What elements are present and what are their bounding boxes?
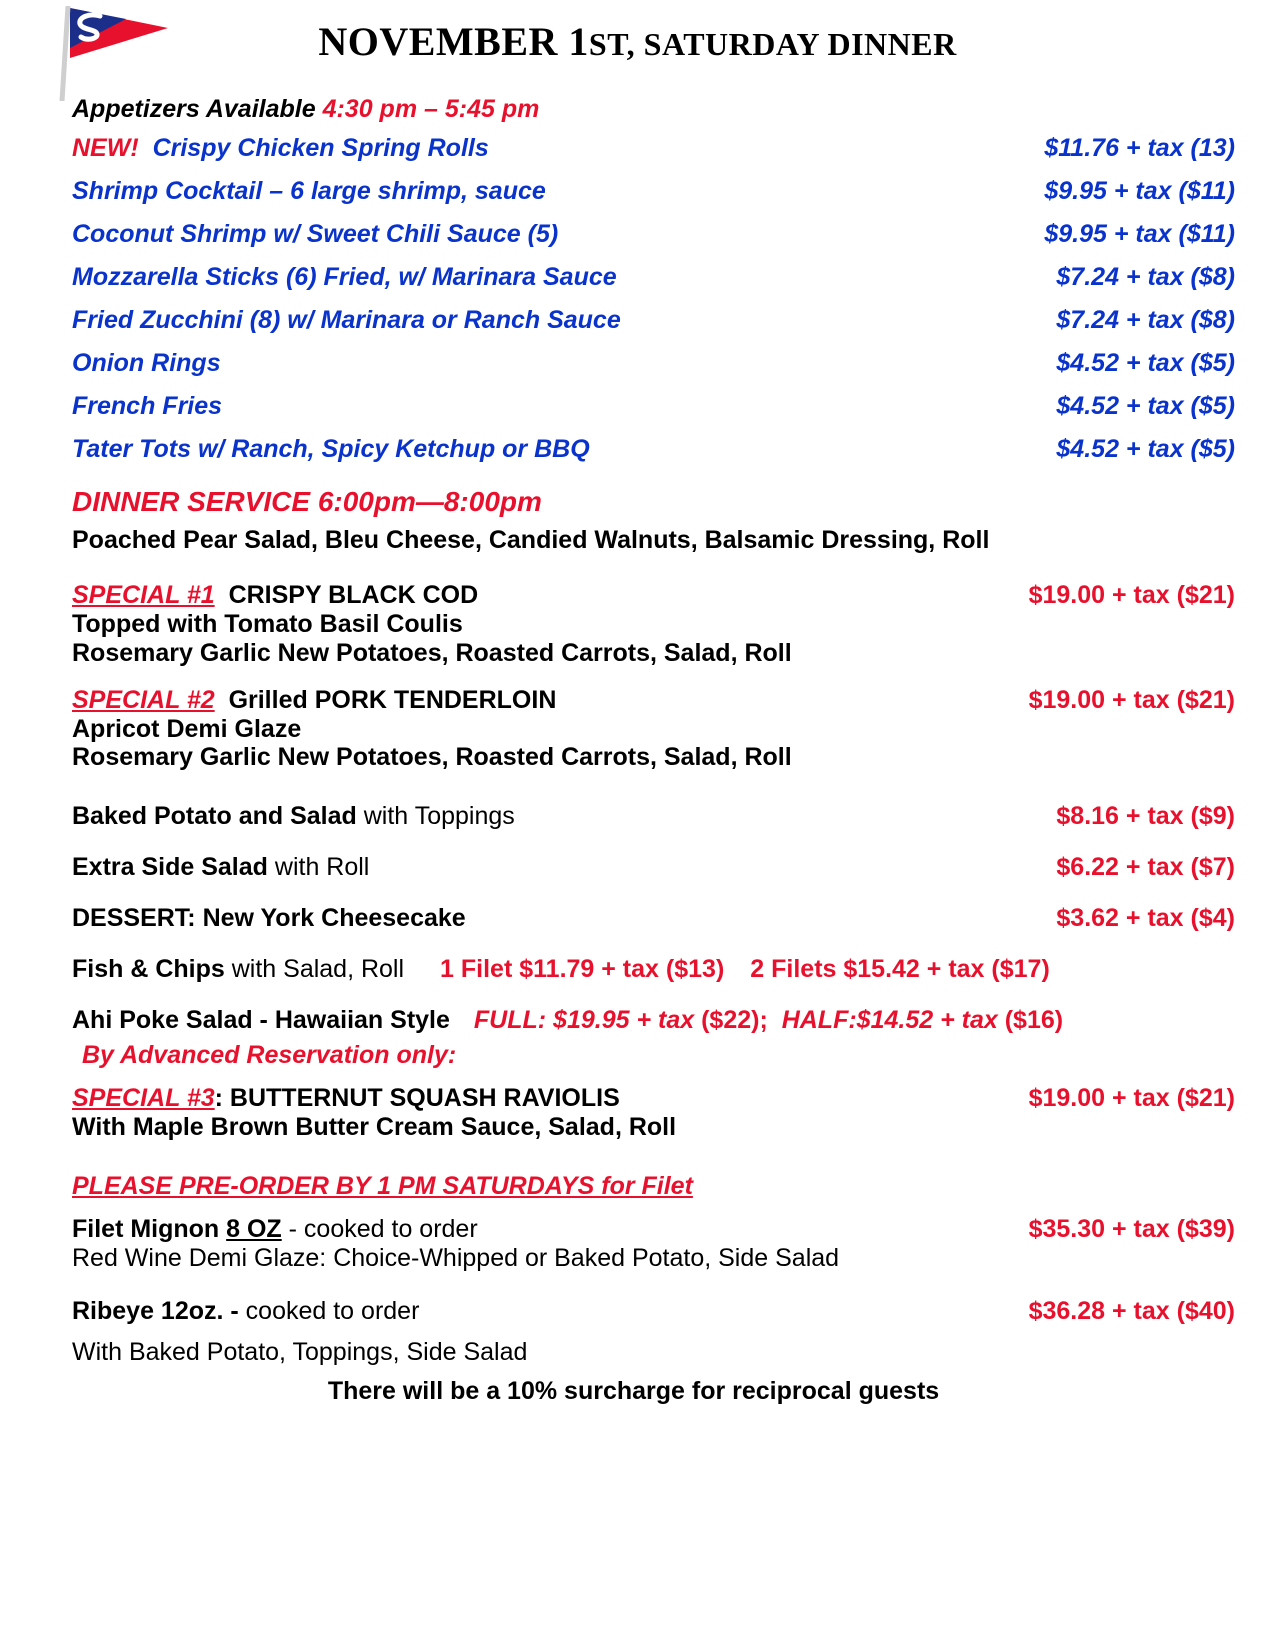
dessert-item-price-paren: ($4) <box>1190 904 1235 932</box>
appetizer-label: Crispy Chicken Spring Rolls <box>152 134 489 162</box>
side-item-name-bold: Baked Potato and Salad <box>72 802 357 830</box>
appetizer-price: $9.95 + tax ($11) <box>1044 177 1235 205</box>
special-2-label: SPECIAL #2 <box>72 685 215 714</box>
appetizer-row <box>72 392 1235 421</box>
appetizer-price: $4.52 + tax ($5) <box>1056 349 1235 377</box>
special-2-block <box>72 686 1235 773</box>
appetizer-label: French Fries <box>72 392 223 420</box>
appetizer-label: Coconut Shrimp w/ Sweet Chili Sauce (5) <box>72 220 559 248</box>
special-3-price-paren: $21) <box>1184 1084 1235 1112</box>
special-3-heading <box>72 1084 620 1113</box>
page-header <box>0 0 1275 95</box>
special-2-price <box>1029 686 1235 715</box>
side-item-price-paren: ($7) <box>1190 853 1235 881</box>
special-1-heading <box>72 581 478 610</box>
special-1-sub-2: Rosemary Garlic New Potatoes, Roasted Carrots, Salad, Roll <box>72 638 792 667</box>
filet-mignon-name-rest: - cooked to order <box>281 1214 478 1243</box>
appetizer-label: Mozzarella Sticks (6) Fried, w/ Marinara Sauce <box>72 263 617 291</box>
appetizers-heading-time: 4:30 pm – 5:45 pm <box>322 95 540 123</box>
page-title-main: NOVEMBER 1 <box>318 19 589 64</box>
dessert-item-price-main: $3.62 + tax <box>1056 904 1184 932</box>
ahi-poke-row <box>72 1006 1235 1035</box>
appetizer-price: $4.52 + tax ($5) <box>1056 392 1235 420</box>
appetizer-row <box>72 435 1235 464</box>
special-2-sub-2: Rosemary Garlic New Potatoes, Roasted Carrots, Salad, Roll <box>72 743 792 772</box>
special-2-price-main: $19.00 + tax <box>1028 685 1170 714</box>
dessert-item-price <box>1056 904 1235 933</box>
appetizer-price: $9.95 + tax ($11) <box>1044 220 1235 248</box>
appetizer-row <box>72 306 1235 335</box>
dinner-service-heading: DINNER SERVICE 6:00pm—8:00pm <box>72 486 542 517</box>
ahi-poke-prices <box>474 1006 1063 1035</box>
page-title <box>0 18 1275 65</box>
ribeye-price-paren: ($40) <box>1176 1296 1235 1325</box>
appetizer-badge-new: NEW! <box>72 134 139 162</box>
appetizer-label: Onion Rings <box>72 349 221 377</box>
dessert-item-name-bold: DESSERT: New York Cheesecake <box>72 904 466 932</box>
fish-option-1-price: 1 Filet $11.79 + tax <box>440 955 659 983</box>
special-1-price-paren: ($21) <box>1176 581 1235 609</box>
appetizer-label: Fried Zucchini (8) w/ Marinara or Ranch Sauce <box>72 306 621 334</box>
filet-mignon-price-paren: ($39) <box>1176 1214 1235 1243</box>
side-item-name <box>72 853 369 882</box>
special-1-price <box>1029 581 1235 610</box>
special-3-sub-1: With Maple Brown Butter Cream Sauce, Salad, Roll <box>72 1113 677 1141</box>
menu-content <box>0 95 1275 1406</box>
dessert-item-row <box>72 904 1235 933</box>
appetizer-row <box>72 134 1235 163</box>
special-1-title-row <box>72 581 1235 610</box>
special-3-price <box>1029 1084 1235 1113</box>
fish-and-chips-label-rest: with Salad, Roll <box>224 955 405 983</box>
special-3-title-row <box>72 1084 1235 1113</box>
dessert-item-name <box>72 904 466 933</box>
filet-mignon-price <box>1029 1215 1235 1244</box>
ribeye-name <box>72 1297 419 1326</box>
ahi-poke-half-paren: ($16) <box>1004 1006 1064 1034</box>
ribeye-name-bold: Ribeye 12oz. - <box>72 1296 239 1325</box>
fish-option-2-price: 2 Filets $15.42 + tax <box>750 955 985 983</box>
ribeye-row <box>72 1297 1235 1326</box>
appetizer-row <box>72 263 1235 292</box>
appetizer-row <box>72 177 1235 206</box>
special-1-label: SPECIAL #1 <box>72 581 215 609</box>
filet-mignon-name-bold: Filet Mignon <box>72 1214 227 1243</box>
ribeye-price <box>1029 1297 1235 1326</box>
fish-option-1-paren: ($13) <box>665 955 725 983</box>
filet-mignon-name <box>72 1215 478 1244</box>
appetizer-row <box>72 349 1235 378</box>
side-item-name <box>72 802 515 831</box>
side-item-price-main: $6.22 + tax <box>1056 853 1184 881</box>
special-1-price-main: $19.00 + tax <box>1028 581 1170 609</box>
included-salad-line: Poached Pear Salad, Bleu Cheese, Candied Walnuts, Balsamic Dressing, Roll <box>72 526 990 554</box>
side-item-name-rest: with Roll <box>267 853 370 881</box>
appetizer-price: $7.24 + tax ($8) <box>1056 263 1235 291</box>
special-1-sub-1: Topped with Tomato Basil Coulis <box>72 610 463 638</box>
appetizer-price: $4.52 + tax ($5) <box>1056 435 1235 463</box>
side-item-row <box>72 802 1235 831</box>
appetizer-name <box>72 134 489 163</box>
fish-and-chips-prices <box>440 955 1050 984</box>
special-2-price-paren: ($21) <box>1176 685 1235 714</box>
fish-and-chips-label <box>72 955 404 984</box>
page-title-rest: ST, SATURDAY DINNER <box>588 26 957 62</box>
appetizer-label: Shrimp Cocktail – 6 large shrimp, sauce <box>72 177 546 205</box>
surcharge-note: There will be a 10% surcharge for reciprocal guests <box>327 1376 940 1405</box>
special-1-block <box>72 581 1235 668</box>
ahi-poke-half-price: HALF:$14.52 + tax <box>781 1006 998 1034</box>
preorder-heading: PLEASE PRE-ORDER BY 1 PM SATURDAYS for Filet <box>72 1171 693 1200</box>
appetizers-heading <box>72 95 1235 124</box>
filet-mignon-price-main: $35.30 + tax <box>1028 1214 1170 1243</box>
fish-and-chips-row <box>72 955 1235 984</box>
ahi-poke-label: Ahi Poke Salad - Hawaiian Style <box>72 1006 450 1034</box>
side-item-price-paren: ($9) <box>1190 802 1235 830</box>
special-1-name: CRISPY BLACK COD <box>228 581 479 609</box>
ahi-poke-full-paren: ($22); <box>701 1006 768 1034</box>
special-2-name: Grilled PORK TENDERLOIN <box>228 685 557 714</box>
side-item-name-bold: Extra Side Salad <box>72 853 268 881</box>
special-2-title-row <box>72 686 1235 715</box>
special-3-price-main: $19.00 + tax ( <box>1028 1084 1185 1112</box>
side-item-price <box>1056 853 1235 882</box>
appetizer-row <box>72 220 1235 249</box>
fish-option-2-paren: ($17) <box>991 955 1050 983</box>
filet-mignon-sub: Red Wine Demi Glaze: Choice-Whipped or Baked Potato, Side Salad <box>72 1243 840 1272</box>
filet-mignon-row <box>72 1215 1235 1244</box>
side-item-price <box>1056 802 1235 831</box>
ahi-poke-full-price: FULL: $19.95 + tax <box>473 1006 695 1034</box>
special-3-name: : BUTTERNUT SQUASH RAVIOLIS <box>214 1084 620 1112</box>
appetizer-price: $11.76 + tax (13) <box>1044 134 1235 162</box>
ribeye-sub: With Baked Potato, Toppings, Side Salad <box>72 1337 528 1366</box>
special-3-label: SPECIAL #3 <box>72 1084 215 1112</box>
special-3-block <box>72 1084 1235 1142</box>
appetizer-label: Tater Tots w/ Ranch, Spicy Ketchup or BBQ <box>72 435 590 463</box>
filet-mignon-weight: 8 OZ <box>226 1214 282 1243</box>
appetizers-heading-label: Appetizers Available <box>72 95 316 123</box>
ribeye-price-main: $36.28 + tax <box>1028 1296 1170 1325</box>
side-item-name-rest: with Toppings <box>356 802 515 830</box>
appetizer-price: $7.24 + tax ($8) <box>1056 306 1235 334</box>
side-item-row <box>72 853 1235 882</box>
fish-and-chips-label-bold: Fish & Chips <box>72 955 225 983</box>
advanced-reservation-note: By Advanced Reservation only: <box>82 1041 457 1069</box>
special-2-heading <box>72 686 556 715</box>
side-item-price-main: $8.16 + tax <box>1056 802 1184 830</box>
ribeye-name-rest: cooked to order <box>238 1296 420 1325</box>
special-2-sub-1: Apricot Demi Glaze <box>72 714 302 743</box>
